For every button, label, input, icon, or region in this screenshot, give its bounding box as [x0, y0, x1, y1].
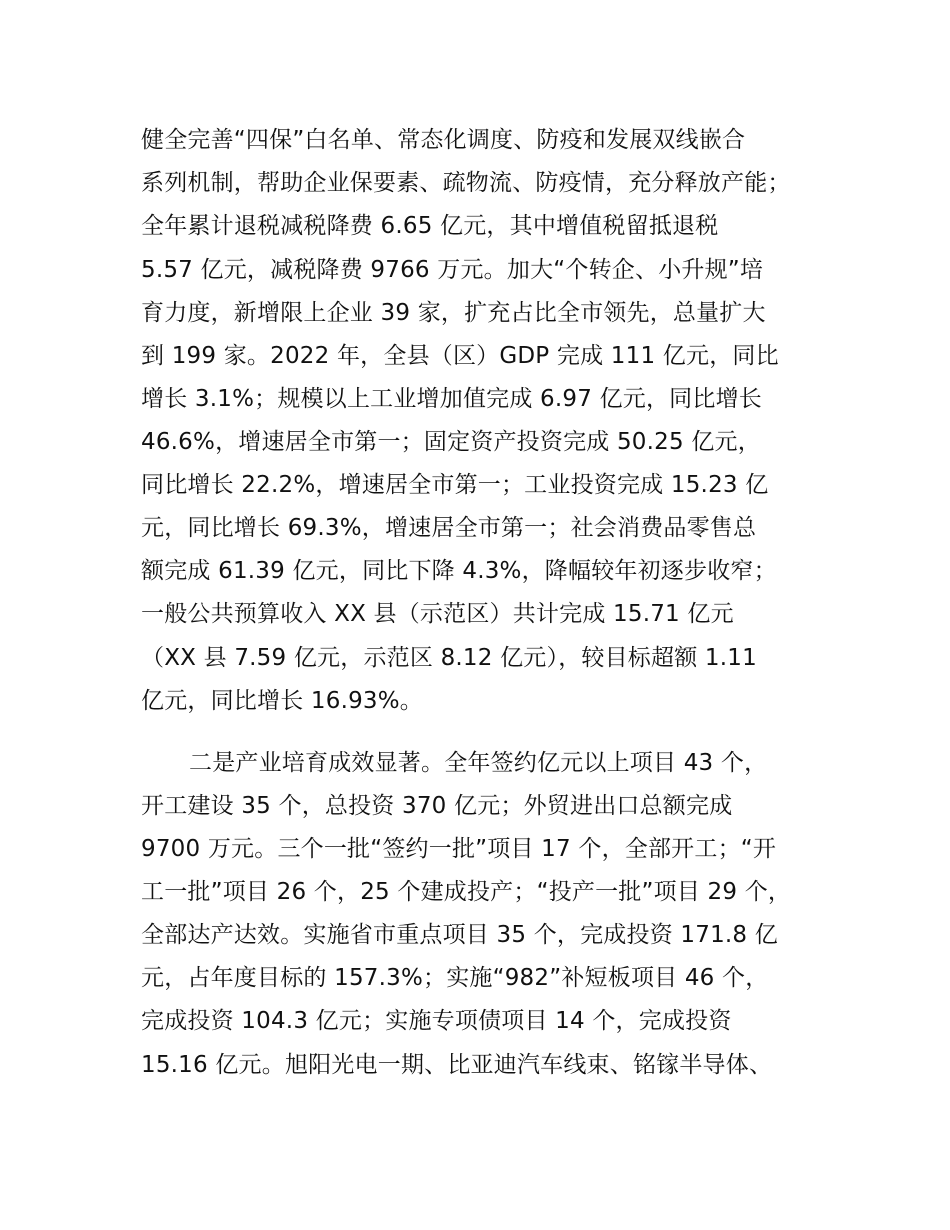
text-line: 同比增长 22.2%，增速居全市第一；工业投资完成 15.23 亿	[141, 472, 769, 498]
text-line: 二是产业培育成效显著。全年签约亿元以上项目 43 个，	[189, 750, 768, 776]
text-line: 46.6%，增速居全市第一；固定资产投资完成 50.25 亿元，	[141, 429, 761, 455]
text-line: 系列机制，帮助企业保要素、疏物流、防疫情，充分释放产能；	[141, 170, 791, 196]
text-line: 工一批”项目 26 个，25 个建成投产；“投产一批”项目 29 个，	[141, 879, 792, 905]
text-line: 完成投资 104.3 亿元；实施专项债项目 14 个，完成投资	[141, 1008, 732, 1034]
text-line: 元，占年度目标的 157.3%；实施“982”补短板项目 46 个，	[141, 965, 769, 991]
text-line: 健全完善“四保”白名单、常态化调度、防疫和发展双线嵌合	[141, 127, 746, 153]
text-line: 一般公共预算收入 XX 县（示范区）共计完成 15.71 亿元	[141, 601, 734, 627]
text-line: 额完成 61.39 亿元，同比下降 4.3%，降幅较年初逐步收窄；	[141, 558, 777, 584]
text-line: 到 199 家。2022 年，全县（区）GDP 完成 111 亿元，同比	[141, 343, 779, 369]
text-line: 5.57 亿元，减税降费 9766 万元。加大“个转企、小升规”培	[141, 257, 764, 283]
text-line: 全部达产达效。实施省市重点项目 35 个，完成投资 171.8 亿	[141, 922, 778, 948]
text-line: 亿元，同比增长 16.93%。	[141, 688, 424, 714]
text-line: （XX 县 7.59 亿元，示范区 8.12 亿元），较目标超额 1.11	[141, 645, 757, 671]
text-line: 元，同比增长 69.3%，增速居全市第一；社会消费品零售总	[141, 515, 757, 541]
text-line: 增长 3.1%；规模以上工业增加值完成 6.97 亿元，同比增长	[141, 386, 762, 412]
text-line: 15.16 亿元。旭阳光电一期、比亚迪汽车线束、铭镓半导体、	[141, 1052, 773, 1078]
text-line: 育力度，新增限上企业 39 家，扩充占比全市领先，总量扩大	[141, 300, 766, 326]
text-line: 9700 万元。三个一批“签约一批”项目 17 个，全部开工；“开	[141, 836, 777, 862]
text-line: 开工建设 35 个，总投资 370 亿元；外贸进出口总额完成	[141, 793, 733, 819]
text-line: 全年累计退税减税降费 6.65 亿元，其中增值税留抵退税	[141, 213, 719, 239]
